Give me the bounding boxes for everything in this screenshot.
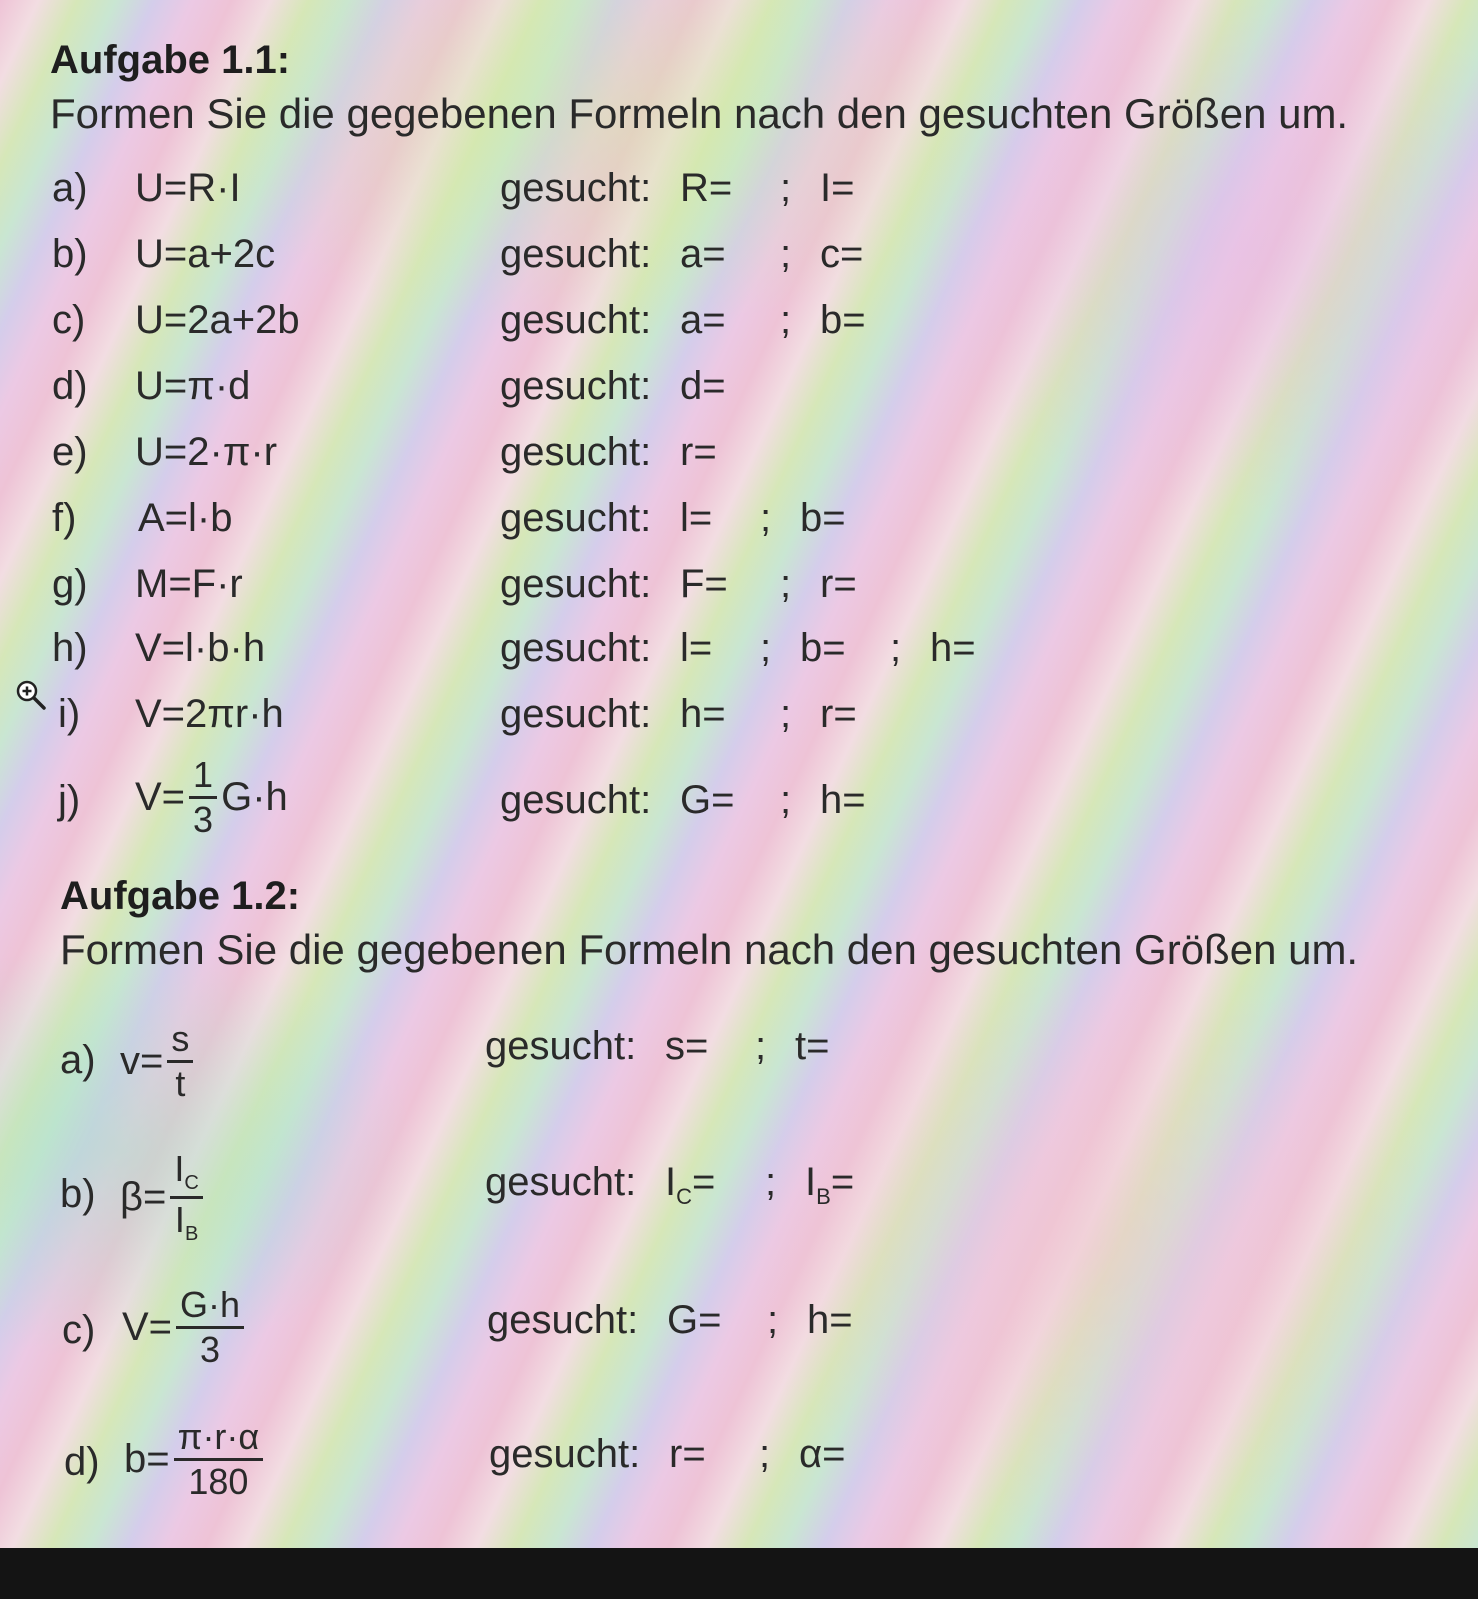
task1-item-d xyxy=(0,358,1478,428)
task1-heading: Aufgabe 1.1: xyxy=(50,38,291,82)
sought-variables xyxy=(500,298,920,343)
formula: V=2πr·h xyxy=(135,692,284,736)
item-label: b) xyxy=(60,1172,96,1216)
fraction xyxy=(174,1418,264,1501)
task1-item-a xyxy=(0,160,1478,230)
formula-lhs: β= xyxy=(120,1175,167,1220)
task1-instruction: Formen Sie die gegebenen Formeln nach den gesuchten Größen um. xyxy=(50,90,1349,137)
task1-item-c xyxy=(0,292,1478,362)
fraction-numerator: s xyxy=(167,1020,193,1063)
sought-var-1: h= xyxy=(680,692,726,736)
sought-variables xyxy=(500,166,920,211)
formula: A=l·b xyxy=(138,496,233,540)
task1-item-f xyxy=(0,490,1478,560)
sought-var-2: r= xyxy=(820,692,857,736)
separator: ; xyxy=(890,626,902,670)
sought-var-1 xyxy=(665,1160,765,1210)
sought-prefix: gesucht: xyxy=(500,496,652,540)
sought-var-2: h= xyxy=(820,778,866,822)
numerator-base: I xyxy=(174,1148,185,1189)
formula xyxy=(122,1286,248,1369)
fraction xyxy=(167,1020,193,1103)
task1-item-b xyxy=(0,226,1478,296)
task1-item-e xyxy=(0,424,1478,494)
item-label: j) xyxy=(58,778,81,822)
formula-rhs: G·h xyxy=(221,774,288,819)
sought-var-2: I= xyxy=(820,166,855,210)
formula-lhs: V= xyxy=(122,1304,173,1349)
denominator-base: I xyxy=(174,1199,185,1241)
formula xyxy=(135,756,288,839)
sought-prefix: gesucht: xyxy=(500,364,652,408)
zoom-in-cursor-icon xyxy=(14,678,48,712)
sought-variables xyxy=(500,430,780,475)
separator: ; xyxy=(780,778,792,822)
formula-lhs: v= xyxy=(120,1038,164,1083)
sought-variables xyxy=(500,232,920,277)
fraction-denominator: 3 xyxy=(200,1328,221,1370)
sought-prefix: gesucht: xyxy=(489,1432,641,1476)
task2-item-a xyxy=(0,1020,1478,1120)
monitor-bezel xyxy=(0,1548,1478,1599)
sought-var-1: a= xyxy=(680,232,726,276)
formula-lhs: b= xyxy=(124,1436,170,1481)
formula: V=l·b·h xyxy=(135,626,266,670)
item-label: c) xyxy=(62,1308,96,1352)
fraction xyxy=(189,756,217,839)
formula-lhs: V= xyxy=(135,774,186,819)
equals-sign: = xyxy=(692,1160,716,1204)
sought-variables xyxy=(489,1432,899,1477)
var-subscript: B xyxy=(816,1184,831,1209)
sought-var-2: b= xyxy=(820,298,866,342)
sought-var-1: R= xyxy=(680,166,733,210)
separator: ; xyxy=(760,496,772,540)
sought-prefix: gesucht: xyxy=(485,1160,637,1204)
separator: ; xyxy=(760,626,772,670)
formula: U=2a+2b xyxy=(135,298,300,342)
sought-var-1: l= xyxy=(680,626,713,670)
sought-variables xyxy=(485,1160,905,1210)
fraction-numerator: 1 xyxy=(189,756,217,799)
separator: ; xyxy=(780,298,792,342)
sought-var-2: α= xyxy=(799,1432,846,1476)
sought-prefix: gesucht: xyxy=(500,778,652,822)
sought-var-1: G= xyxy=(667,1298,722,1342)
sought-variables xyxy=(500,562,920,607)
formula: M=F·r xyxy=(135,562,243,606)
sought-var-1: r= xyxy=(669,1432,706,1476)
separator: ; xyxy=(755,1024,767,1068)
separator: ; xyxy=(759,1432,771,1476)
item-label: f) xyxy=(52,496,77,540)
sought-prefix: gesucht: xyxy=(500,166,652,210)
var-subscript: C xyxy=(676,1184,693,1209)
var-base: I xyxy=(805,1160,817,1204)
item-label: e) xyxy=(52,430,88,474)
sought-var-2: h= xyxy=(807,1298,853,1342)
sought-variables xyxy=(500,364,780,409)
fraction-denominator: 180 xyxy=(188,1460,249,1502)
sought-prefix: gesucht: xyxy=(485,1024,637,1068)
separator: ; xyxy=(780,166,792,210)
sought-variables xyxy=(500,692,920,737)
numerator-subscript: C xyxy=(184,1172,199,1195)
fraction-denominator: 3 xyxy=(193,798,214,840)
task1-item-g xyxy=(0,556,1478,626)
sought-prefix: gesucht: xyxy=(500,692,652,736)
separator: ; xyxy=(780,562,792,606)
sought-prefix: gesucht: xyxy=(500,562,652,606)
sought-var-2: b= xyxy=(800,626,846,670)
item-label: h) xyxy=(52,626,88,670)
fraction-denominator: t xyxy=(175,1062,186,1104)
item-label: d) xyxy=(52,364,88,408)
sought-prefix: gesucht: xyxy=(500,430,652,474)
sought-prefix: gesucht: xyxy=(500,298,652,342)
sought-var-1: F= xyxy=(680,562,728,606)
sought-variables xyxy=(500,496,900,541)
item-label: a) xyxy=(60,1038,96,1082)
formula: U=π·d xyxy=(135,364,251,408)
sought-prefix: gesucht: xyxy=(487,1298,639,1342)
equals-sign: = xyxy=(830,1160,855,1204)
formula xyxy=(120,1150,207,1245)
task2-item-b xyxy=(0,1150,1478,1260)
separator: ; xyxy=(780,692,792,736)
item-label: i) xyxy=(58,692,81,736)
separator: ; xyxy=(780,232,792,276)
formula xyxy=(124,1418,267,1501)
sought-var-2: t= xyxy=(795,1024,830,1068)
fraction-numerator: π·r·α xyxy=(174,1418,264,1461)
denominator-subscript: B xyxy=(184,1223,199,1246)
task1-item-h xyxy=(0,620,1478,690)
fraction xyxy=(170,1150,202,1245)
sought-var-1: a= xyxy=(680,298,726,342)
sought-var-1: r= xyxy=(680,430,717,474)
sought-var-1: G= xyxy=(680,778,735,822)
sought-prefix: gesucht: xyxy=(500,232,652,276)
item-label: d) xyxy=(64,1440,100,1484)
sought-var-1: s= xyxy=(665,1024,709,1068)
fraction xyxy=(176,1286,244,1369)
task2-instruction: Formen Sie die gegebenen Formeln nach den gesuchten Größen um. xyxy=(60,926,1359,973)
sought-var-2 xyxy=(805,1160,905,1210)
sought-variables xyxy=(485,1024,895,1069)
sought-var-1: l= xyxy=(680,496,713,540)
formula: U=R·I xyxy=(135,166,241,210)
sought-var-1: d= xyxy=(680,364,726,408)
sought-variables xyxy=(487,1298,907,1343)
sought-var-2: b= xyxy=(800,496,846,540)
separator: ; xyxy=(765,1160,777,1204)
task2-heading: Aufgabe 1.2: xyxy=(60,874,301,918)
task2-item-d xyxy=(0,1418,1478,1528)
var-base: I xyxy=(665,1160,677,1204)
task2-item-c xyxy=(0,1286,1478,1396)
sought-var-2: r= xyxy=(820,562,857,606)
fraction-numerator: G·h xyxy=(176,1286,244,1329)
item-label: a) xyxy=(52,166,88,210)
sought-var-2: c= xyxy=(820,232,864,276)
formula xyxy=(120,1020,197,1103)
task1-item-j xyxy=(0,756,1478,856)
item-label: g) xyxy=(52,562,88,606)
fraction-denominator xyxy=(171,1199,202,1245)
sought-var-3: h= xyxy=(930,626,976,670)
task1-item-i xyxy=(0,686,1478,756)
formula: U=2·π·r xyxy=(135,430,278,474)
fraction-numerator xyxy=(170,1150,202,1199)
formula: U=a+2c xyxy=(135,232,276,276)
item-label: c) xyxy=(52,298,86,342)
sought-variables xyxy=(500,626,1030,671)
item-label: b) xyxy=(52,232,88,276)
sought-variables xyxy=(500,778,920,823)
sought-prefix: gesucht: xyxy=(500,626,652,670)
separator: ; xyxy=(767,1298,779,1342)
